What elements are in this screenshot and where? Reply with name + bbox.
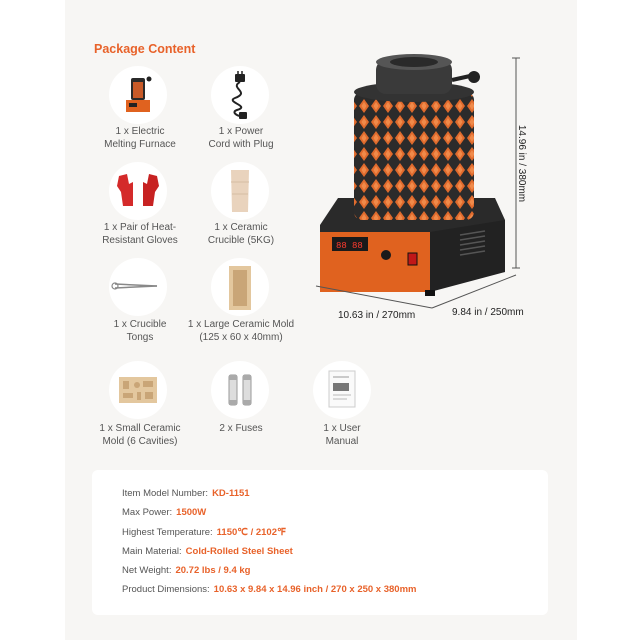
item-caption: 1 x Electric Melting Furnace [104, 126, 176, 150]
spec-row: Max Power: 1500W [122, 507, 207, 518]
item-caption: 1 x User Manual [323, 423, 361, 447]
spec-row: Product Dimensions: 10.63 x 9.84 x 14.96 inch / 270 x 250 x 380mm [122, 584, 417, 595]
item-caption: 1 x Pair of Heat- Resistant Gloves [102, 222, 178, 246]
item-caption: 1 x Power Cord with Plug [208, 126, 274, 150]
svg-text:88: 88 [352, 241, 363, 251]
spec-row: Item Model Number: KD-1151 [122, 488, 250, 499]
item-caption: 1 x Large Ceramic Mold (125 x 60 x 40mm) [187, 319, 295, 343]
width-dimension-label: 10.63 in / 270mm [338, 310, 416, 321]
spec-row: Main Material: Cold-Rolled Steel Sheet [122, 546, 293, 557]
section-title: Package Content [94, 42, 196, 56]
spec-row: Highest Temperature: 1150℃ / 2102℉ [122, 527, 287, 538]
spec-row: Net Weight: 20.72 lbs / 9.4 kg [122, 565, 251, 576]
svg-text:88: 88 [336, 241, 347, 251]
item-caption: 1 x Small Ceramic Mold (6 Cavities) [99, 423, 181, 447]
item-caption: 1 x Crucible Tongs [113, 319, 167, 343]
depth-dimension-label: 9.84 in / 250mm [452, 307, 524, 318]
item-caption: 1 x Ceramic Crucible (5KG) [207, 222, 275, 246]
item-caption: 2 x Fuses [219, 423, 263, 434]
height-dimension-label: 14.96 in / 380mm [516, 124, 528, 203]
